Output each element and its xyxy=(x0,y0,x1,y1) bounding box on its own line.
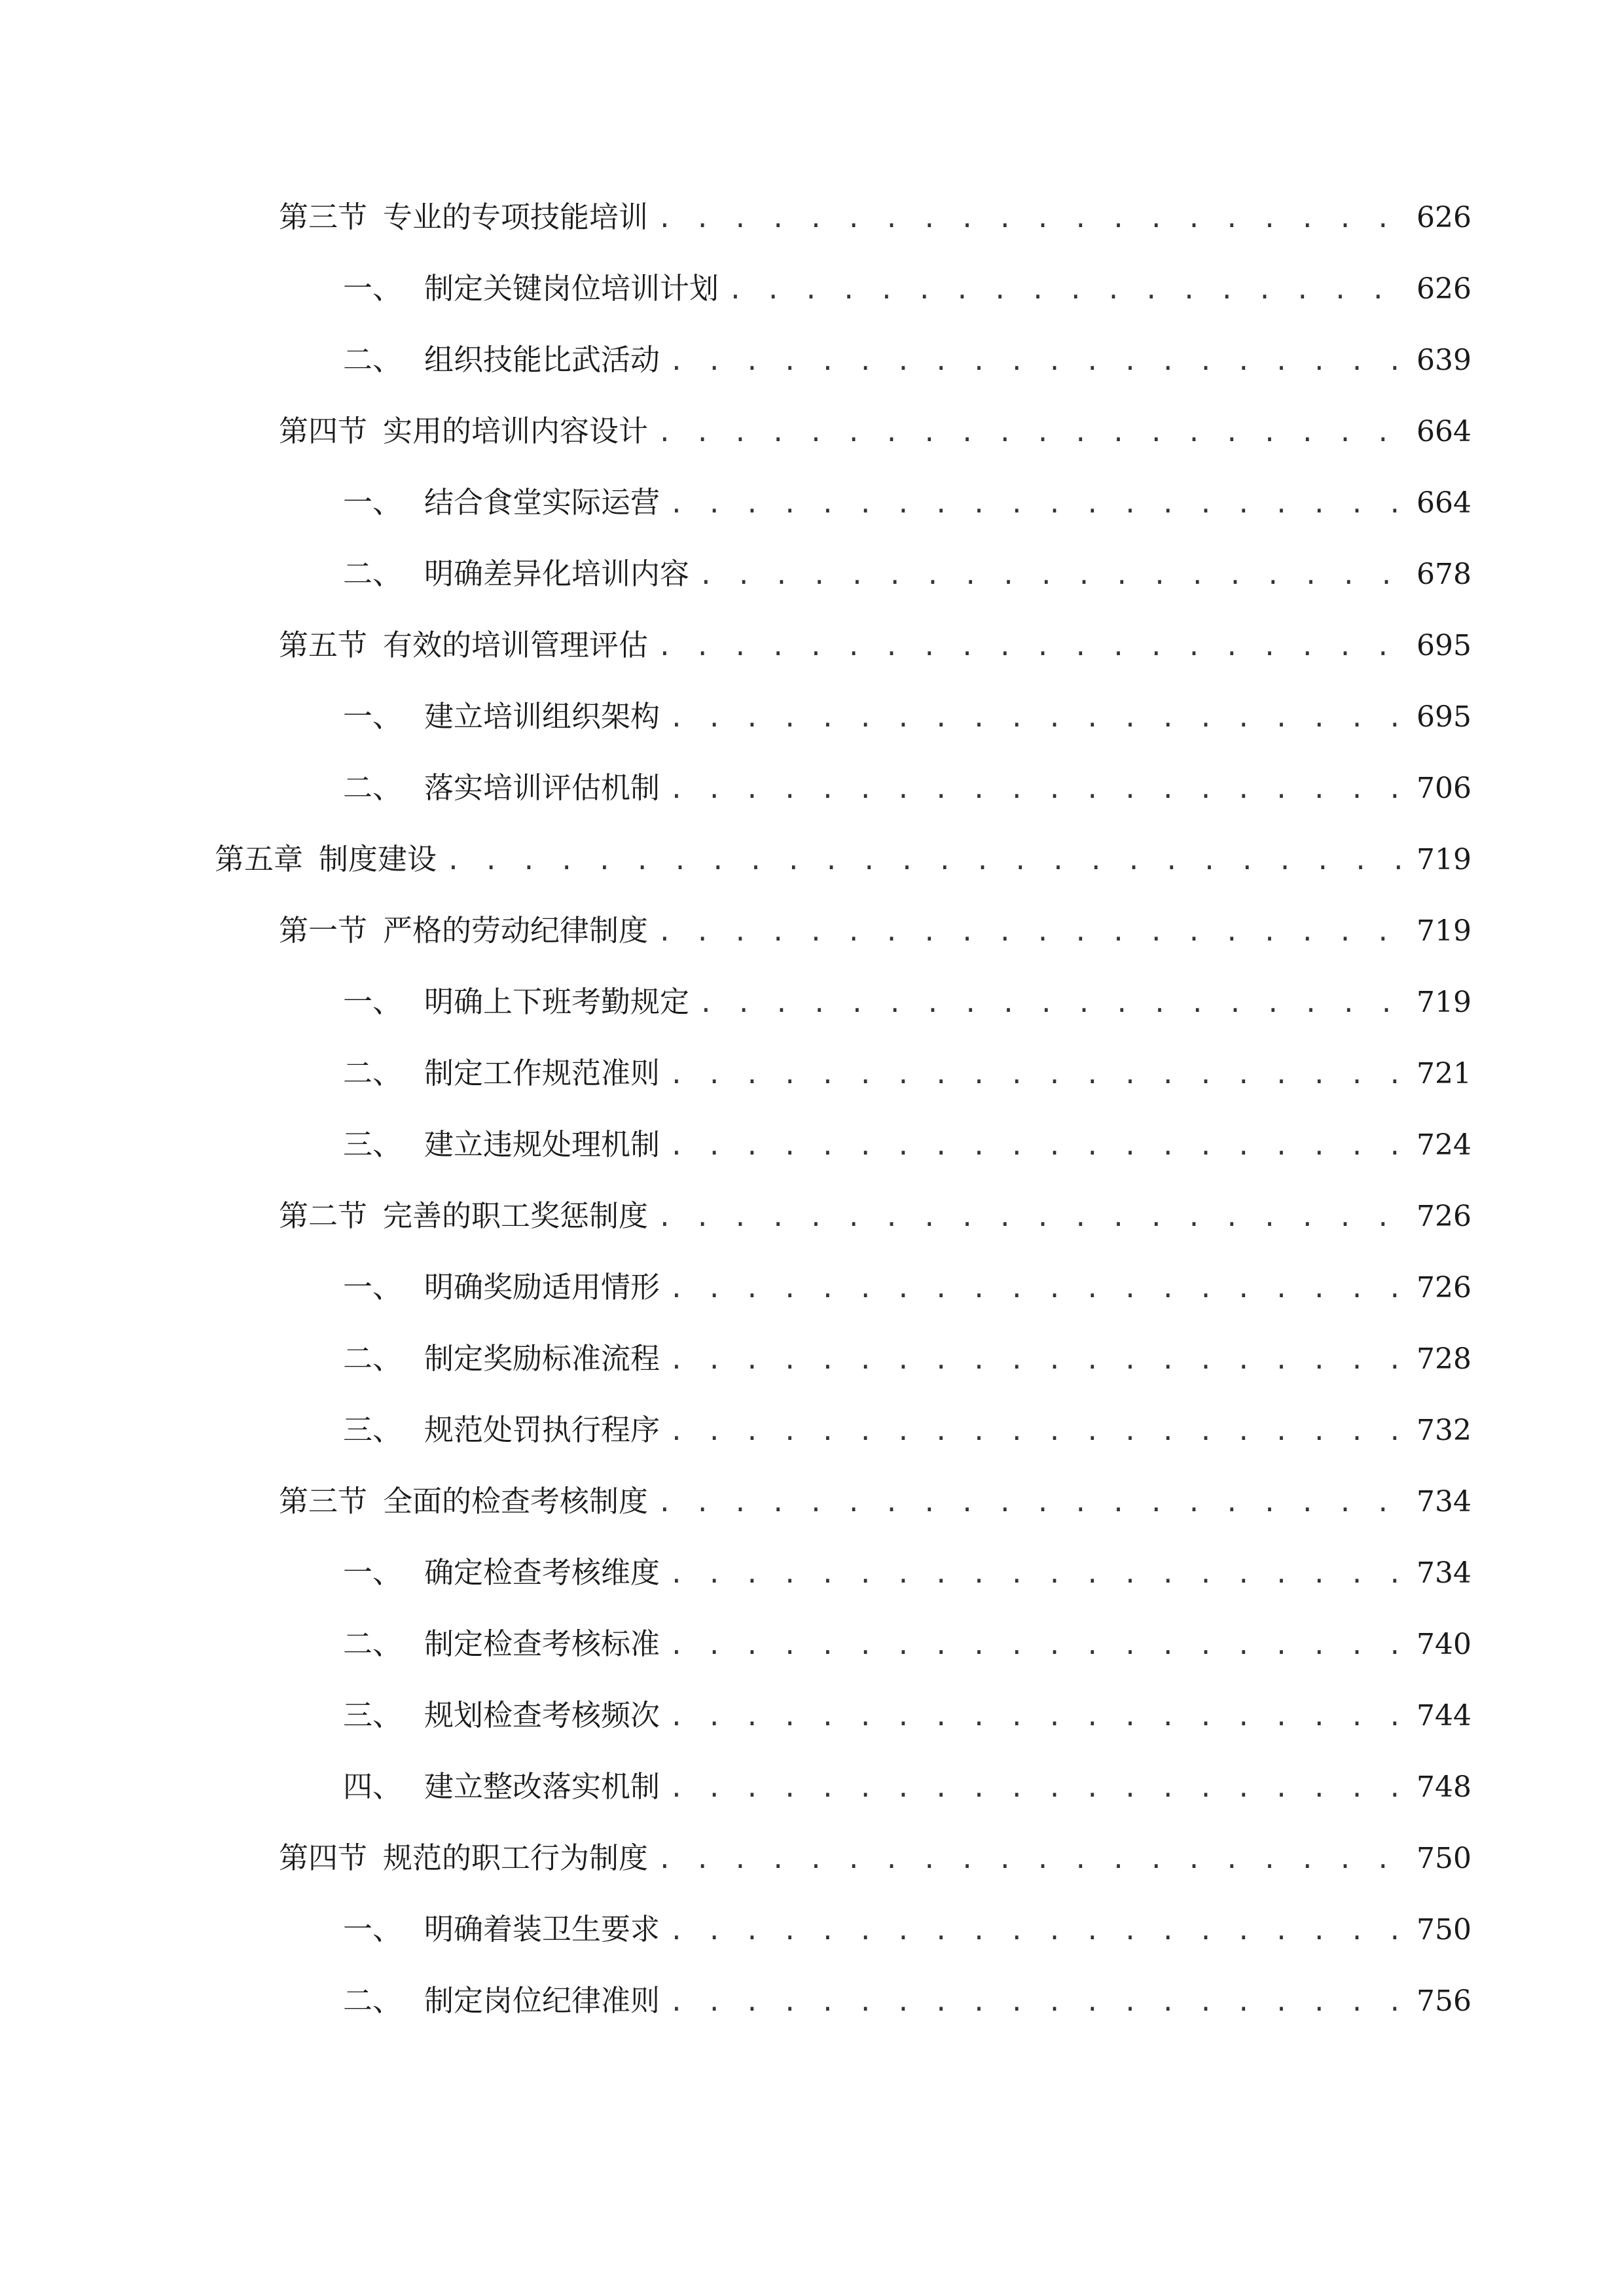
toc-entry-number: 二、 xyxy=(343,770,403,805)
toc-entry-page: 695 xyxy=(1416,700,1471,734)
toc-entry-page: 664 xyxy=(1416,415,1471,448)
dot-leader xyxy=(669,1976,1410,2028)
toc-entry-title: 组织技能比武活动 xyxy=(424,342,660,377)
toc-entry-page: 732 xyxy=(1416,1414,1471,1447)
toc-entry-number: 第五章 xyxy=(215,842,304,876)
toc-entry[interactable] xyxy=(343,1333,1471,1385)
toc-entry-page: 724 xyxy=(1416,1128,1471,1162)
toc-entry[interactable] xyxy=(215,833,1471,886)
toc-entry[interactable] xyxy=(279,619,1471,672)
dot-leader xyxy=(446,834,1410,887)
toc-entry-number: 二、 xyxy=(343,1983,403,2018)
toc-entry-page: 719 xyxy=(1416,843,1471,876)
toc-entry-title: 确定检查考核维度 xyxy=(424,1555,660,1590)
toc-entry-number: 四、 xyxy=(343,1769,403,1804)
toc-entry[interactable] xyxy=(343,1047,1471,1100)
dot-leader xyxy=(669,335,1410,387)
toc-entry-number: 一、 xyxy=(343,271,403,306)
toc-entry-title: 制定奖励标准流程 xyxy=(424,1341,660,1376)
toc-entry[interactable] xyxy=(279,905,1471,957)
toc-entry-page: 740 xyxy=(1416,1628,1471,1661)
toc-entry-page: 726 xyxy=(1416,1200,1471,1233)
toc-entry-number: 第三节 xyxy=(279,1484,368,1518)
toc-entry[interactable] xyxy=(279,1832,1471,1884)
toc-entry-number: 一、 xyxy=(343,1270,403,1304)
dot-leader xyxy=(669,1120,1410,1172)
toc-entry-title: 全面的检查考核制度 xyxy=(383,1484,649,1518)
dot-leader xyxy=(669,1405,1410,1458)
toc-entry[interactable] xyxy=(279,1190,1471,1242)
toc-entry-title: 完善的职工奖惩制度 xyxy=(383,1198,649,1233)
toc-entry-page: 706 xyxy=(1416,772,1471,805)
toc-entry-title: 制定工作规范准则 xyxy=(424,1056,660,1090)
toc-entry[interactable] xyxy=(343,1547,1471,1599)
toc-entry-title: 规范处罚执行程序 xyxy=(424,1412,660,1447)
toc-entry[interactable] xyxy=(343,1975,1471,2027)
toc-entry-number: 第四节 xyxy=(279,1840,368,1875)
toc-entry-number: 第二节 xyxy=(279,1198,368,1233)
dot-leader xyxy=(669,1691,1410,1743)
toc-entry-number: 第三节 xyxy=(279,200,368,234)
toc-entry-title: 建立违规处理机制 xyxy=(424,1127,660,1162)
toc-entry-number: 二、 xyxy=(343,342,403,377)
toc-entry[interactable] xyxy=(343,976,1471,1028)
toc-entry-title: 结合食堂实际运营 xyxy=(424,485,660,520)
toc-entry[interactable] xyxy=(343,548,1471,600)
toc-entry-number: 二、 xyxy=(343,556,403,591)
toc-entry-number: 第四节 xyxy=(279,414,368,448)
toc-entry-number: 三、 xyxy=(343,1412,403,1447)
toc-entry-page: 734 xyxy=(1416,1485,1471,1518)
dot-leader xyxy=(657,192,1410,245)
dot-leader xyxy=(669,1548,1410,1600)
toc-entry[interactable] xyxy=(279,405,1471,457)
toc-entry-page: 719 xyxy=(1416,914,1471,948)
toc-entry-title: 制定关键岗位培训计划 xyxy=(424,271,719,306)
toc-entry-number: 二、 xyxy=(343,1626,403,1661)
toc-entry[interactable] xyxy=(343,1119,1471,1171)
toc-entry-page: 748 xyxy=(1416,1770,1471,1804)
toc-entry-title: 落实培训评估机制 xyxy=(424,770,660,805)
toc-entry[interactable] xyxy=(343,1903,1471,1956)
dot-leader xyxy=(669,1905,1410,1957)
dot-leader xyxy=(698,549,1410,601)
toc-entry-title: 建立培训组织架构 xyxy=(424,699,660,734)
dot-leader xyxy=(669,692,1410,744)
toc-entry-number: 一、 xyxy=(343,984,403,1019)
dot-leader xyxy=(669,1263,1410,1315)
dot-leader xyxy=(669,478,1410,530)
dot-leader xyxy=(657,1191,1410,1244)
toc-entry-page: 626 xyxy=(1416,272,1471,306)
toc-entry[interactable] xyxy=(343,476,1471,529)
toc-entry[interactable] xyxy=(343,691,1471,743)
toc-entry[interactable] xyxy=(343,1261,1471,1314)
toc-entry-page: 734 xyxy=(1416,1556,1471,1590)
toc-entry-title: 制定检查考核标准 xyxy=(424,1626,660,1661)
toc-entry-page: 756 xyxy=(1416,1984,1471,2018)
toc-entry-title: 严格的劳动纪律制度 xyxy=(383,913,649,948)
dot-leader xyxy=(669,1619,1410,1672)
toc-entry-page: 728 xyxy=(1416,1342,1471,1376)
dot-leader xyxy=(657,406,1410,459)
toc-entry[interactable] xyxy=(343,262,1471,315)
dot-leader xyxy=(669,1334,1410,1386)
toc-entry-title: 有效的培训管理评估 xyxy=(383,628,649,662)
toc-entry[interactable] xyxy=(279,191,1471,243)
toc-entry-number: 二、 xyxy=(343,1341,403,1376)
dot-leader xyxy=(669,763,1410,816)
toc-entry-title: 实用的培训内容设计 xyxy=(383,414,649,448)
dot-leader xyxy=(657,1833,1410,1886)
toc-entry-number: 三、 xyxy=(343,1127,403,1162)
toc-entry-page: 695 xyxy=(1416,629,1471,662)
dot-leader xyxy=(657,620,1410,673)
toc-entry-number: 三、 xyxy=(343,1698,403,1732)
toc-entry-page: 626 xyxy=(1416,201,1471,234)
toc-entry[interactable] xyxy=(343,1761,1471,1813)
toc-entry-number: 二、 xyxy=(343,1056,403,1090)
toc-entry-title: 专业的专项技能培训 xyxy=(383,200,649,234)
toc-entry-title: 制度建设 xyxy=(319,842,437,876)
dot-leader xyxy=(657,1477,1410,1529)
toc-entry-number: 一、 xyxy=(343,699,403,734)
dot-leader xyxy=(698,977,1410,1030)
toc-entry[interactable] xyxy=(279,1475,1471,1528)
dot-leader xyxy=(669,1762,1410,1814)
toc-entry-page: 678 xyxy=(1416,558,1471,591)
toc-entry-title: 规范的职工行为制度 xyxy=(383,1840,649,1875)
toc-entry-number: 第一节 xyxy=(279,913,368,948)
toc-entry-page: 750 xyxy=(1416,1842,1471,1875)
toc-entry-number: 一、 xyxy=(343,485,403,520)
toc-entry-number: 第五节 xyxy=(279,628,368,662)
toc-entry-page: 639 xyxy=(1416,344,1471,377)
toc-entry-title: 制定岗位纪律准则 xyxy=(424,1983,660,2018)
toc-entry-page: 719 xyxy=(1416,986,1471,1019)
toc-entry-number: 一、 xyxy=(343,1912,403,1946)
toc-entry[interactable] xyxy=(343,1689,1471,1742)
toc-entry-title: 明确差异化培训内容 xyxy=(424,556,690,591)
toc-entry-page: 750 xyxy=(1416,1913,1471,1946)
toc-entry[interactable] xyxy=(343,1618,1471,1670)
toc-entry-page: 744 xyxy=(1416,1699,1471,1732)
toc-entry-title: 规划检查考核频次 xyxy=(424,1698,660,1732)
dot-leader xyxy=(669,1049,1410,1101)
toc-entry-page: 721 xyxy=(1416,1057,1471,1090)
toc-entry-title: 明确奖励适用情形 xyxy=(424,1270,660,1304)
toc-entry[interactable] xyxy=(343,334,1471,386)
toc-entry-title: 建立整改落实机制 xyxy=(424,1769,660,1804)
toc-entry-page: 726 xyxy=(1416,1271,1471,1304)
toc-entry-number: 一、 xyxy=(343,1555,403,1590)
toc-entry-title: 明确上下班考勤规定 xyxy=(424,984,690,1019)
dot-leader xyxy=(657,906,1410,958)
toc-entry-title: 明确着装卫生要求 xyxy=(424,1912,660,1946)
toc-entry[interactable] xyxy=(343,762,1471,814)
toc-entry-page: 664 xyxy=(1416,486,1471,520)
toc-entry[interactable] xyxy=(343,1404,1471,1456)
dot-leader xyxy=(728,264,1410,316)
